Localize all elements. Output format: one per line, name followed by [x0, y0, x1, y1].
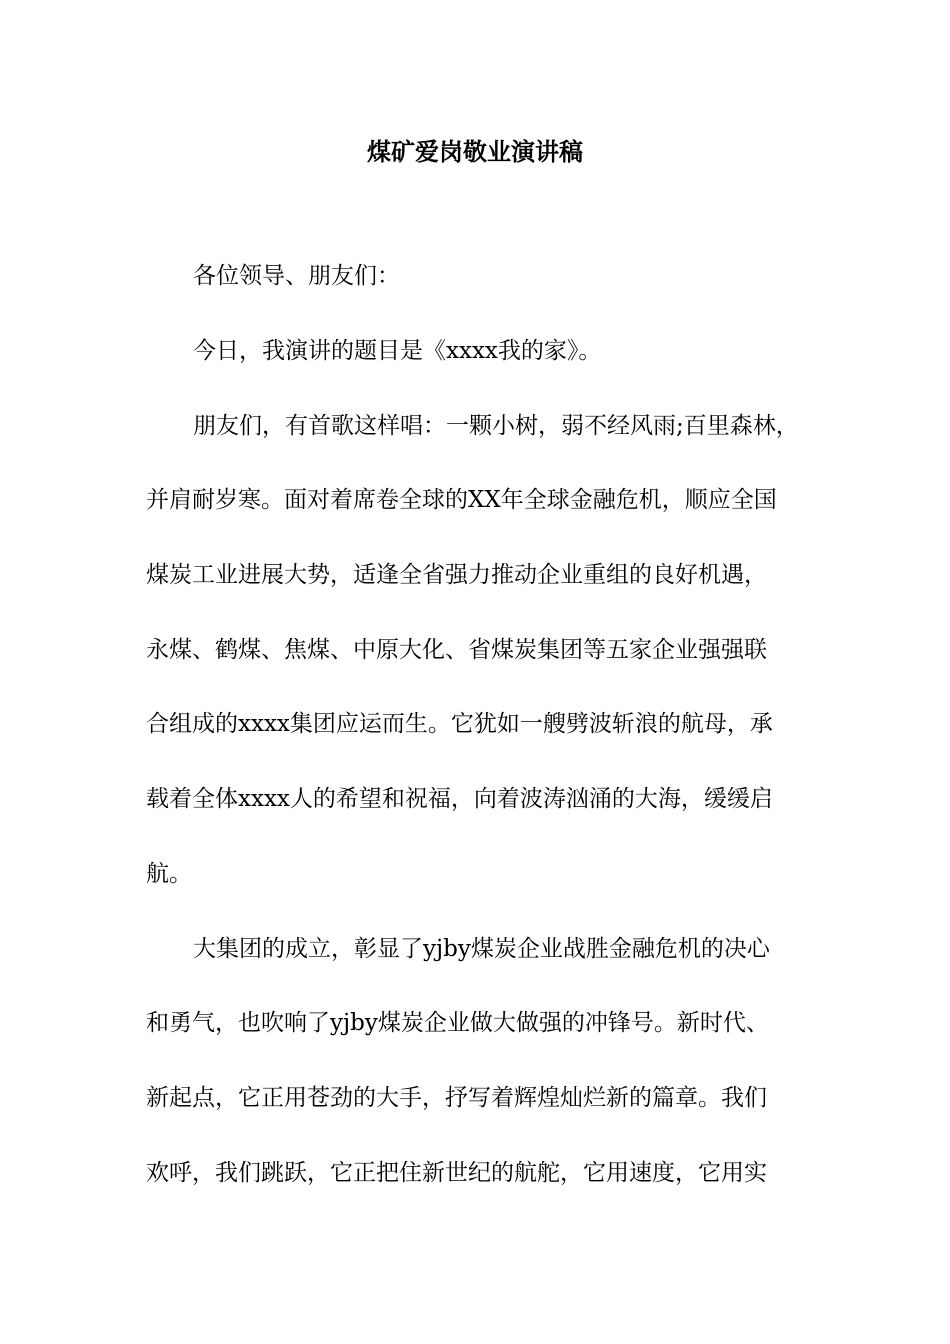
- paragraph-line: 新起点，它正用苍劲的大手，抒写着辉煌灿烂新的篇章。我们: [146, 1085, 767, 1111]
- paragraph-line: 航。: [146, 861, 192, 887]
- document-title: 煤矿爱岗敬业演讲稿: [367, 137, 583, 166]
- paragraph-line: 并肩耐岁寒。面对着席卷全球的XX年全球金融危机，顺应全国: [146, 487, 777, 513]
- paragraph-line: 和勇气，也吹响了yjby煤炭企业做大做强的冲锋号。新时代、: [146, 1010, 769, 1036]
- paragraph-line: 永煤、鹤煤、焦煤、中原大化、省煤炭集团等五家企业强强联: [146, 637, 767, 663]
- paragraph-line: 朋友们，有首歌这样唱：一颗小树，弱不经风雨;百里森林，: [193, 413, 799, 439]
- paragraph-line: 欢呼，我们跳跃，它正把住新世纪的航舵，它用速度，它用实: [146, 1160, 767, 1186]
- paragraph-line: 载着全体xxxx人的希望和祝福，向着波涛汹涌的大海，缓缓启: [146, 786, 773, 812]
- paragraph-line: 合组成的xxxx集团应运而生。它犹如一艘劈波斩浪的航母，承: [146, 711, 773, 737]
- paragraph-line: 今日，我演讲的题目是《xxxx我的家》。: [193, 338, 602, 364]
- salutation-line: 各位领导、朋友们：: [193, 263, 400, 289]
- paragraph-line: 煤炭工业进展大势，适逢全省强力推动企业重组的良好机遇，: [146, 562, 767, 588]
- paragraph-line: 大集团的成立，彰显了yjby煤炭企业战胜金融危机的决心: [193, 936, 770, 962]
